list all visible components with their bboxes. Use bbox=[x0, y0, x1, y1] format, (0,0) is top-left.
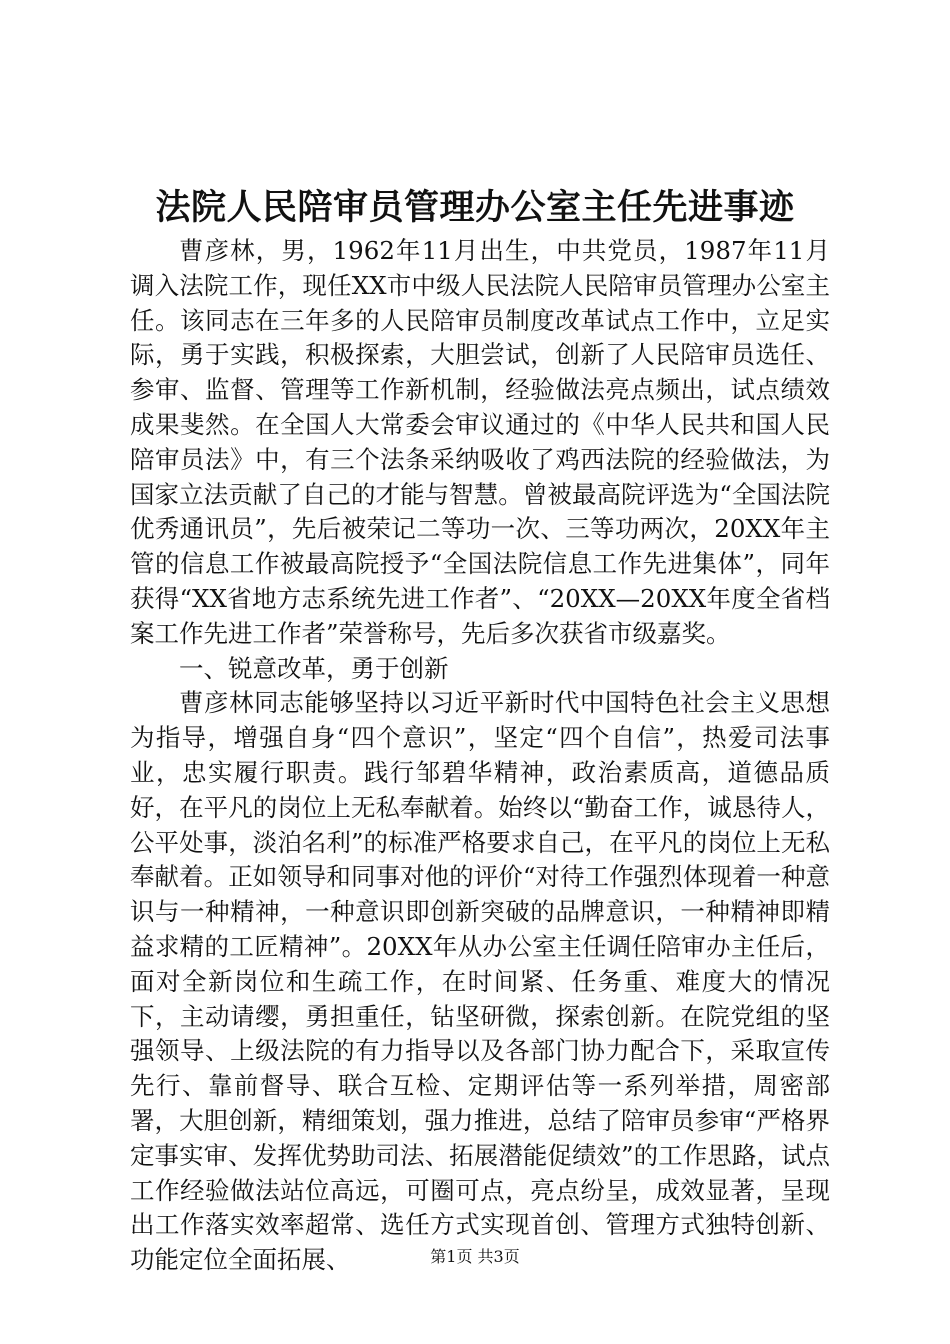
document-title: 法院人民陪审员管理办公室主任先进事迹 bbox=[155, 187, 795, 228]
page-footer: 第1页 共3页 bbox=[430, 1247, 520, 1266]
paragraph-section-1: 曹彦林同志能够坚持以习近平新时代中国特色社会主义思想为指导，增强自身“四个意识”，坚定“四个自信”，热爱司法事业，忠实履行职责。践行邹碧华精神，政治素质高，道德品质好，在平凡的岗位上无私奉献着。始终以“勤奋工作，诚恳待人，公平处事，淡泊名利”的标准严格要求自己，在平凡的岗位上无私奉献着。正如领导和同事对他的评价“对待工作强烈体现着一种意识与一种精神，一种意识即创新突破的品牌意识，一种精神即精益求精的工匠精神”。20XX年从办公室主任调任陪审办主任后，面对全新岗位和生疏工作，在时间紧、任务重、难度大的情况下，主动请缨，勇担重任，钻坚研微，探索创新。在院党组的坚强领导、上级法院的有力指导以及各部门协力配合下，采取宣传先行、靠前督导、联合互检、定期评估等一系列举措，周密部署，大胆创新，精细策划，强力推进，总结了陪审员参审“严格界定事实审、发挥优势助司法、拓展潜能促绩效”的工作思路，试点工作经验做法站位高远，可圈可点，亮点纷呈，成效显著，呈现出工作落实效率超常、选任方式实现首创、管理方式独特创新、功能定位全面拓展、 bbox=[130, 688, 830, 1275]
section-heading: 一、锐意改革，勇于创新 bbox=[179, 653, 449, 683]
paragraph-intro: 曹彦林，男，1962年11月出生，中共党员，1987年11月调入法院工作，现任XX市中级人民法院人民陪审员管理办公室主任。该同志在三年多的人民陪审员制度改革试点工作中，立足实际，勇于实践，积极探索，大胆尝试，创新了人民陪审员选任、参审、监督、管理等工作新机制，经验做法亮点频出，试点绩效成果斐然。在全国人大常委会审议通过的《中华人民共和国人民陪审员法》中，有三个法条采纳吸收了鸡西法院的经验做法，为国家立法贡献了自己的才能与智慧。曾被最高院评选为“全国法院优秀通讯员”，先后被荣记二等功一次、三等功两次，20XX年主管的信息工作被最高院授予“全国法院信息工作先进集体”，同年获得“XX省地方志系统先进工作者”、“20XX—20XX年度全省档案工作先进工作者”荣誉称号，先后多次获省市级嘉奖。 bbox=[130, 236, 830, 648]
document-body bbox=[130, 234, 830, 1278]
